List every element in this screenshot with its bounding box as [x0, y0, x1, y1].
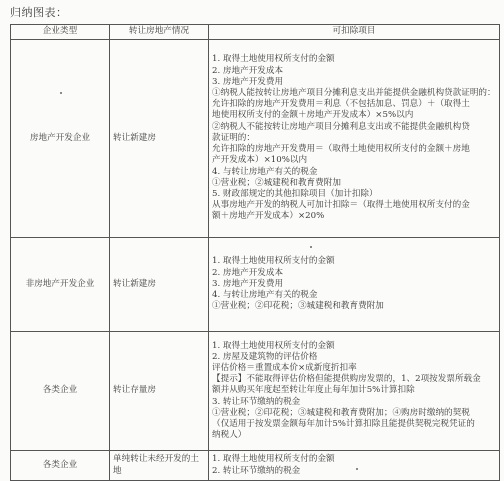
column-header-enterprise-type: 企业类型	[11, 25, 110, 40]
item-line: 3. 转让环节缴纳的税金	[212, 396, 301, 407]
deductible-items-cell	[209, 451, 500, 481]
item-line: 5. 财政部规定的其他扣除项目（加计扣除）	[212, 188, 378, 199]
item-line: 1. 取得土地使用权所支付的金额	[212, 256, 335, 267]
item-line: 2. 房屋及建筑物的评估价格	[212, 351, 318, 362]
item-line: 3. 房地产开发费用	[212, 278, 284, 289]
deductible-items-cell	[209, 40, 500, 238]
item-line: 产开发成本）×10%以内	[212, 155, 308, 166]
enterprise-type-cell: 各类企业	[11, 332, 110, 451]
item-line: 【提示】不能取得评估价格但能提供购房发票的，1、2项按发票所载金	[212, 374, 481, 385]
table-row	[11, 451, 500, 481]
item-line: 地使用权所支付的金额＋房地产开发成本）×5%以内	[212, 110, 414, 121]
item-line: 1. 取得土地使用权所支付的金额	[212, 54, 335, 65]
table-row	[11, 40, 500, 238]
item-line: 4. 与转让房地产有关的税金	[212, 290, 318, 301]
scan-speck	[310, 246, 312, 248]
item-line: ①营业税；②印花税；③城建税和教育费附加；④购房时缴纳的契税	[212, 407, 470, 418]
transfer-situation-cell: 转让存量房	[110, 332, 209, 451]
enterprise-type-cell: 非房地产开发企业	[11, 238, 110, 332]
item-line: 纳税人）	[212, 430, 247, 441]
item-line: 1. 取得土地使用权所支付的金额	[212, 340, 335, 351]
item-line: 允许扣除的房地产开发费用＝利息（不包括加息、罚息）＋（取得土	[212, 99, 470, 110]
item-line: 1. 取得土地使用权所支付的金额	[212, 454, 335, 465]
table-header-row	[11, 25, 500, 40]
column-header-transfer-situation: 转让房地产情况	[110, 25, 209, 40]
deductible-items-cell	[209, 332, 500, 451]
enterprise-type-cell: 各类企业	[11, 451, 110, 481]
scan-speck	[356, 468, 358, 470]
item-line: 3. 房地产开发费用	[212, 76, 284, 87]
enterprise-type-cell: 房地产开发企业	[11, 40, 110, 238]
transfer-situation-cell: 转让新建房	[110, 238, 209, 332]
item-line: 4. 与转让房地产有关的税金	[212, 166, 318, 177]
item-line: 评估价格＝重置成本价×成新度折扣率	[212, 362, 357, 373]
scan-speck	[60, 92, 62, 94]
item-line: 额＋房地产开发成本）×20%	[212, 211, 325, 222]
transfer-situation-cell: 单纯转让未经开发的土地	[110, 451, 209, 481]
item-line: 2. 房地产开发成本	[212, 267, 284, 278]
table-row	[11, 332, 500, 451]
item-line: 允许扣除的房地产开发费用＝（取得土地使用权所支付的金额＋房地	[212, 144, 470, 155]
item-line: （仅适用于按发票金额每年加计5%计算扣除且能提供契税完税凭证的	[212, 419, 475, 429]
summary-heading: 归纳图表：	[10, 6, 68, 19]
item-line: 额并从购买年度起至转让年度止每年加计5%计算扣除	[212, 385, 415, 396]
item-line: 2. 房地产开发成本	[212, 65, 284, 76]
transfer-situation-cell: 转让新建房	[110, 40, 209, 238]
deductible-items-cell	[209, 238, 500, 332]
item-line: 从事房地产开发的纳税人可加计扣除＝（取得土地使用权所支付的金	[212, 200, 470, 211]
column-header-deductible-items: 可扣除项目	[209, 25, 500, 40]
item-line: 2. 转让环节缴纳的税金	[212, 465, 301, 476]
item-line: ①营业税；②印花税；③城建税和教育费附加	[212, 301, 384, 312]
item-line: 款证明的：	[212, 132, 255, 143]
table-row	[11, 238, 500, 332]
item-line: ②纳税人不能按转让房地产项目分摊利息支出或不能提供金融机构贷	[212, 121, 470, 132]
item-line: ①营业税；②城建税和教育费附加	[212, 177, 341, 188]
deduction-summary-table	[10, 24, 500, 481]
item-line: ①纳税人能按转让房地产项目分摊利息支出并能提供金融机构贷款证明的：	[212, 88, 496, 99]
